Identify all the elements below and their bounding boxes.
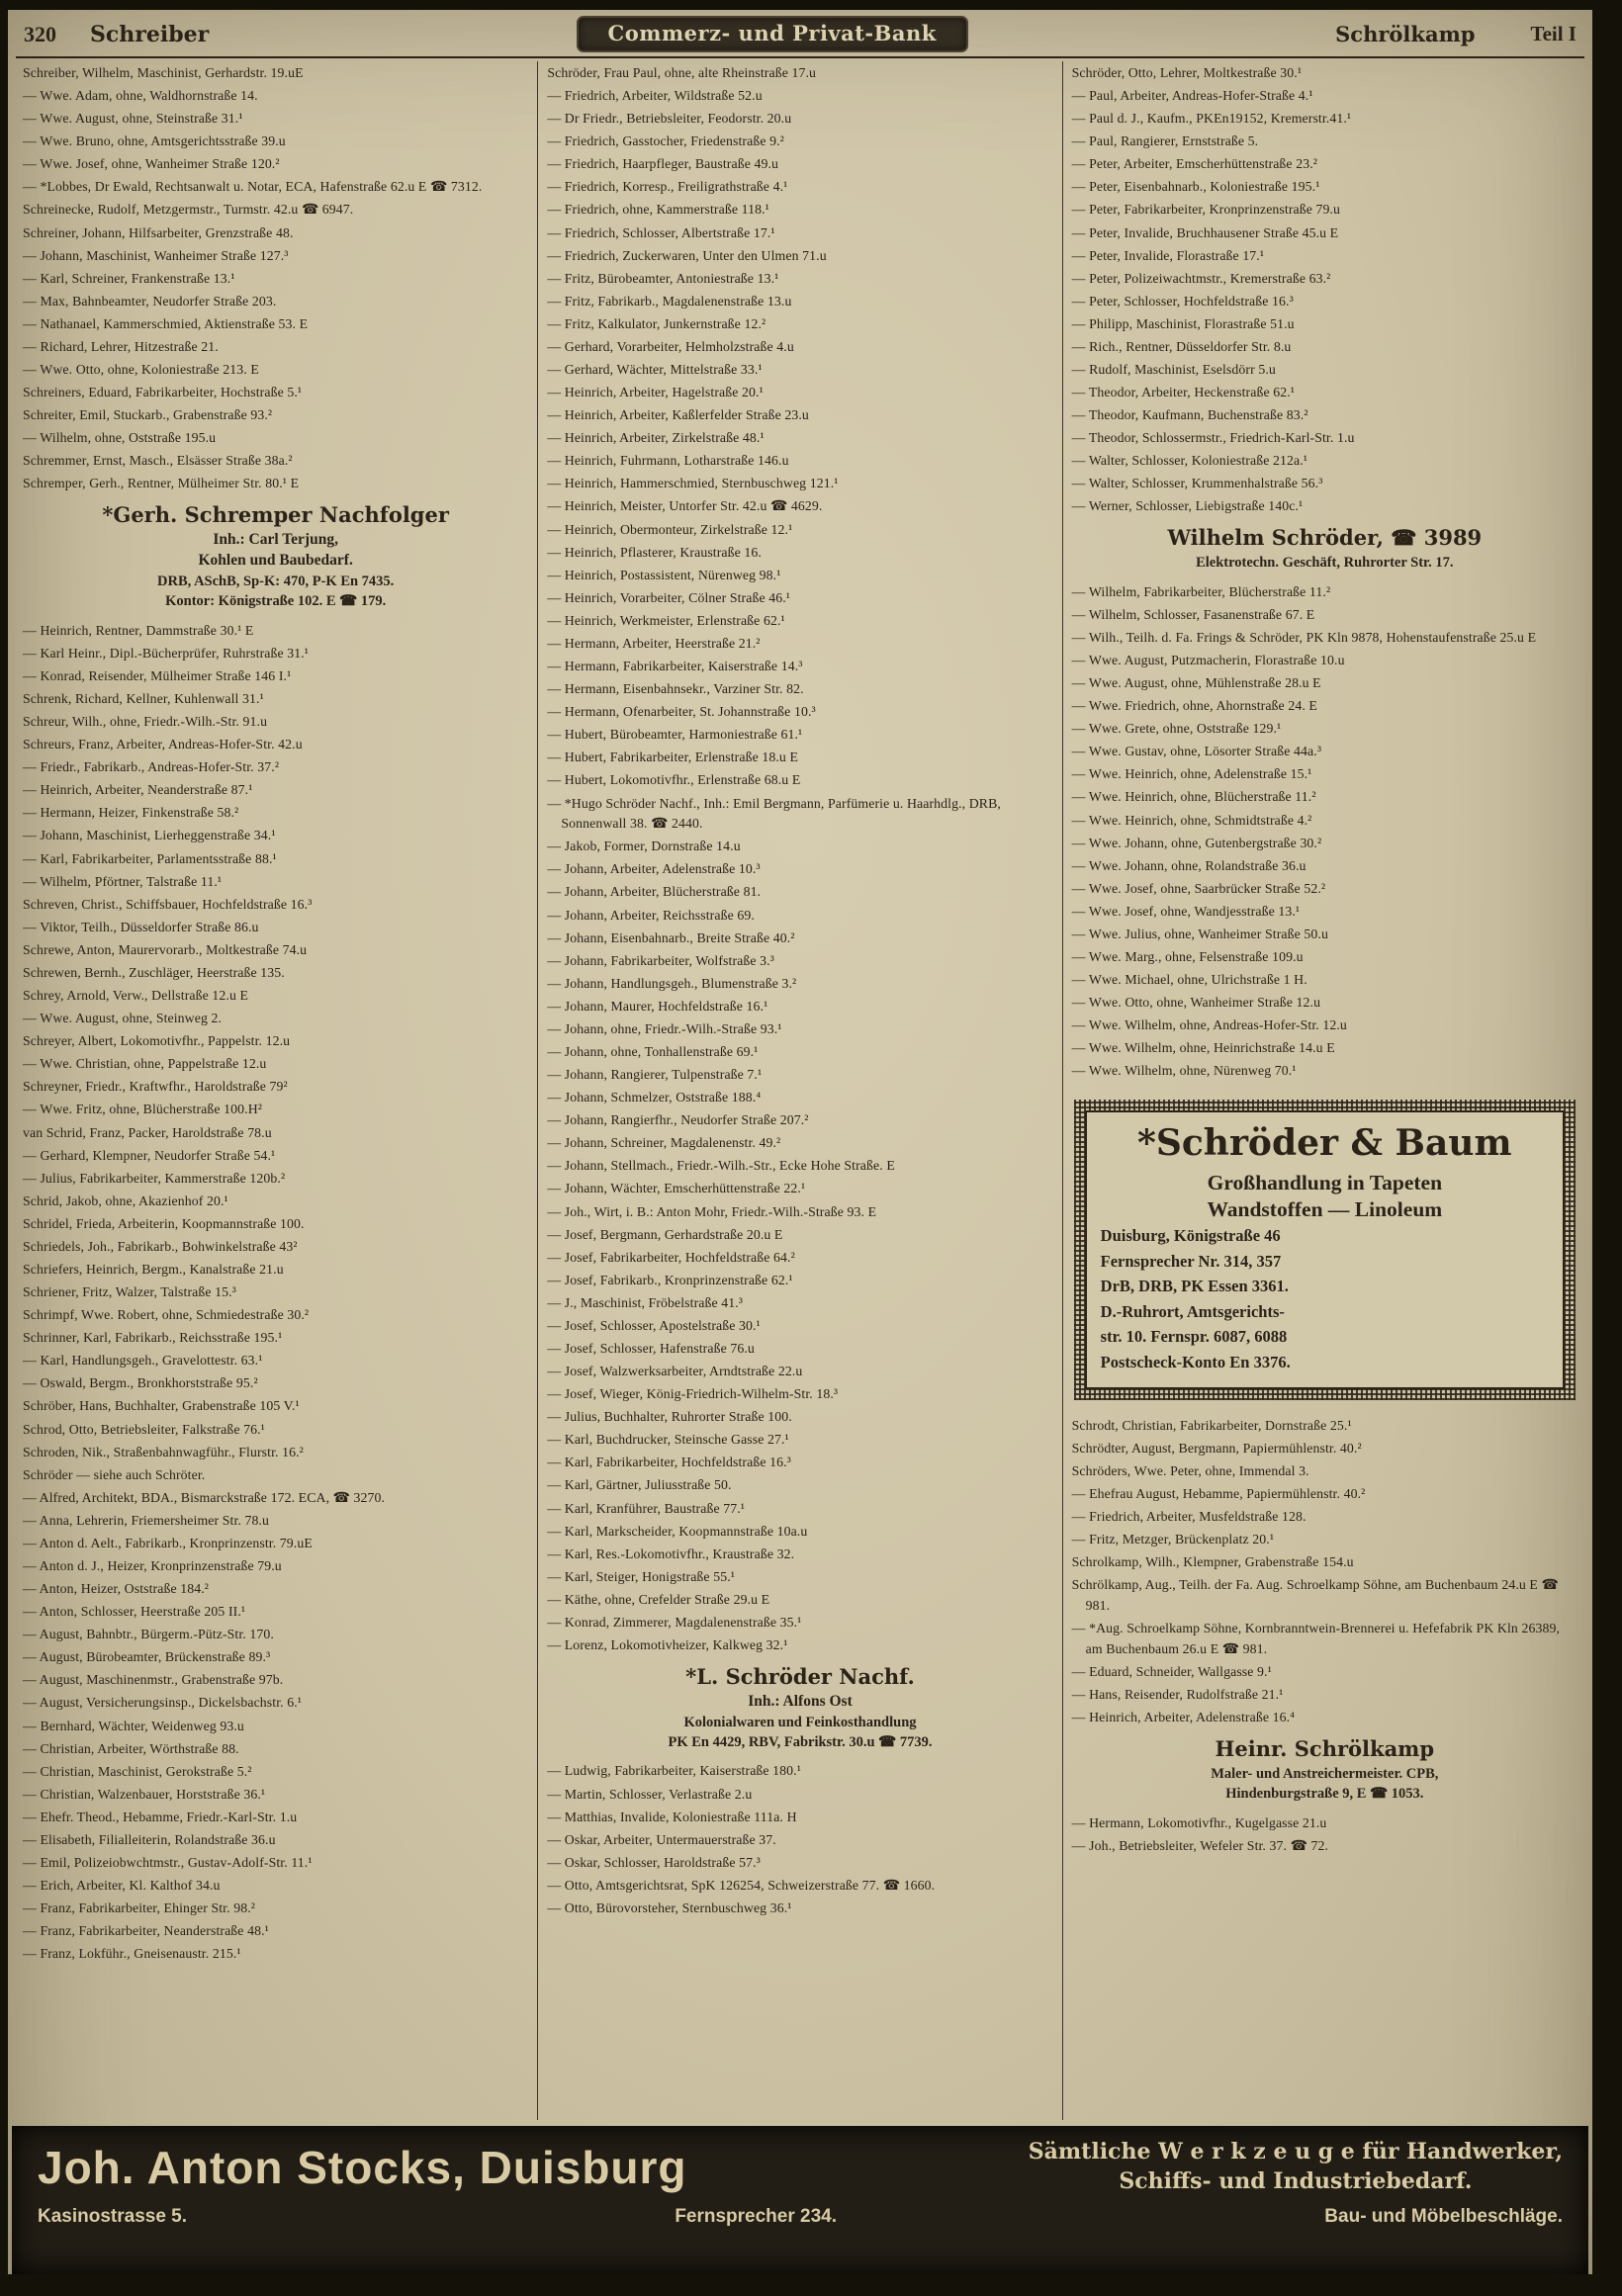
directory-entry: Schreiter, Emil, Stuckarb., Grabenstraße 93.² — [23, 407, 273, 423]
directory-entry: — Franz, Lokführ., Gneisenaustr. 215.¹ — [23, 1946, 241, 1962]
directory-entry: — Peter, Eisenbahnarb., Koloniestraße 195.¹ — [1071, 179, 1320, 195]
directory-entry: — Joh., Wirt, i. B.: Anton Mohr, Friedr.-Wilh.-Straße 93. E — [547, 1203, 877, 1219]
directory-entry: — Johann, Rangierer, Tulpenstraße 7.¹ — [547, 1067, 763, 1083]
directory-entry: — Oskar, Schlosser, Haroldstraße 57.³ — [547, 1854, 761, 1870]
directory-entry: Schrewe, Anton, Maurervorarb., Moltkestraße 74.u — [23, 941, 308, 957]
directory-entry: — Josef, Wieger, König-Friedrich-Wilhelm-Str. 18.³ — [547, 1386, 839, 1402]
directory-entry: — Peter, Invalide, Florastraße 17.¹ — [1071, 247, 1265, 263]
inline-ad — [1072, 525, 1577, 574]
directory-entry: — Wilhelm, Fabrikarbeiter, Blücherstraße 11.² — [1071, 583, 1331, 599]
directory-entry: — Wwe. Christian, ohne, Pappelstraße 12.u — [23, 1056, 267, 1072]
directory-entry: Schröder — siehe auch Schröter. — [23, 1466, 206, 1482]
directory-entry: Schriefers, Heinrich, Bergm., Kanalstraße 21.u — [23, 1261, 284, 1277]
directory-entry: — Hermann, Eisenbahnsekr., Varziner Str. 82. — [547, 681, 804, 697]
ad-line: Elektrotechn. Geschäft, Ruhrorter Str. 17. — [1196, 555, 1454, 572]
directory-entry: Schreiner, Johann, Hilfsarbeiter, Grenzstraße 48. — [23, 224, 294, 240]
directory-entry: — Elisabeth, Filialleiterin, Rolandstraße 36.u — [23, 1831, 276, 1847]
directory-entry: — Ehefrau August, Hebamme, Papiermühlenstr. 40.² — [1071, 1486, 1366, 1502]
ad-line: Wandstoffen — Linoleum — [1207, 1196, 1443, 1221]
directory-entry: — Hermann, Heizer, Finkenstraße 58.² — [23, 805, 239, 821]
directory-entry: — Anton, Heizer, Oststraße 184.² — [23, 1581, 210, 1597]
directory-entry: — Julius, Buchhalter, Ruhrorter Straße 100. — [547, 1409, 792, 1425]
directory-entry: — Matthias, Invalide, Koloniestraße 111a. H — [547, 1809, 797, 1824]
directory-entry: — Paul, Arbeiter, Andreas-Hofer-Straße 4.¹ — [1071, 88, 1313, 104]
ad-line: *Schröder & Baum — [1137, 1122, 1512, 1165]
directory-entry: — Wwe. Bruno, ohne, Amtsgerichtsstraße 39.u — [23, 133, 286, 149]
directory-entry: — Hermann, Arbeiter, Heerstraße 21.² — [547, 635, 761, 651]
header-keyword-right: Schrölkamp — [1335, 22, 1476, 46]
directory-entry: — Heinrich, Postassistent, Nürenweg 98.¹ — [547, 567, 781, 582]
directory-entry: — Heinrich, Arbeiter, Adelenstraße 16.⁴ — [1071, 1710, 1296, 1725]
bottom-ad-line3: Bau- und Möbelbeschläge. — [1324, 2206, 1563, 2228]
directory-entry: — *Aug. Schroelkamp Söhne, Kornbranntwein-Brennerei u. Hefefabrik PK Kln 26389, am Buchenbaum 26.u E ☎ 981. — [1071, 1621, 1561, 1656]
directory-entry: — Julius, Fabrikarbeiter, Kammerstraße 120b.² — [23, 1170, 286, 1186]
inline-ad — [547, 1664, 1052, 1753]
directory-entry: — Wwe. Josef, ohne, Wandjesstraße 13.¹ — [1071, 903, 1301, 919]
directory-entry: — Anton d. J., Heizer, Kronprinzenstraße 79.u — [23, 1557, 282, 1573]
directory-entry: — Wwe. Adam, ohne, Waldhornstraße 14. — [23, 88, 258, 104]
directory-entry: — Wwe. Johann, ohne, Gutenbergstraße 30.² — [1071, 835, 1322, 850]
directory-entry: — Wilhelm, Pförtner, Talstraße 11.¹ — [23, 873, 223, 889]
directory-entry: Schremper, Gerh., Rentner, Mülheimer Str. 80.¹ E — [23, 476, 300, 491]
directory-entry: — Fritz, Fabrikarb., Magdalenenstraße 13.u — [547, 293, 792, 309]
ad-line: Hindenburgstraße 9, E ☎ 1053. — [1225, 1786, 1424, 1803]
directory-entry: Schreiners, Eduard, Fabrikarbeiter, Hochstraße 5.¹ — [23, 385, 303, 400]
directory-entry: — Hermann, Lokomotivfhr., Kugelgasse 21.u — [1071, 1814, 1327, 1830]
directory-entry: — Peter, Arbeiter, Emscherhüttenstraße 23.² — [1071, 156, 1317, 172]
directory-entry: — Konrad, Reisender, Mülheimer Straße 146 I.¹ — [23, 667, 292, 683]
directory-entry: — Heinrich, Arbeiter, Neanderstraße 87.¹ — [23, 782, 253, 798]
directory-entry: — Emil, Polizeiobwchtmstr., Gustav-Adolf-Str. 11.¹ — [23, 1855, 313, 1870]
directory-entry: Schreyner, Friedr., Kraftwfhr., Haroldstraße 79² — [23, 1079, 288, 1095]
directory-entry: — Karl, Buchdrucker, Steinsche Gasse 27.¹ — [547, 1432, 789, 1448]
directory-entry: — Friedrich, Gasstocher, Friedenstraße 9.² — [547, 133, 784, 149]
directory-entry: — Oskar, Arbeiter, Untermauerstraße 37. — [547, 1831, 776, 1847]
directory-entry: Schrinner, Karl, Fabrikarb., Reichsstraße 195.¹ — [23, 1330, 283, 1346]
directory-entry: — Gerhard, Wächter, Mittelstraße 33.¹ — [547, 362, 763, 378]
directory-entry: — Gerhard, Klempner, Neudorfer Straße 54.¹ — [23, 1147, 276, 1163]
directory-entry: — Friedrich, Schlosser, Albertstraße 17.¹ — [547, 224, 775, 240]
directory-entry: — Wwe. Friedrich, ohne, Ahornstraße 24. E — [1071, 698, 1317, 714]
ad-line: *L. Schröder Nachf. — [685, 1663, 915, 1689]
directory-entry: — Richard, Lehrer, Hitzestraße 21. — [23, 338, 219, 354]
directory-entry: — August, Bürobeamter, Brückenstraße 89.³ — [23, 1649, 271, 1665]
directory-entry: — Bernhard, Wächter, Weidenweg 93.u — [23, 1718, 244, 1733]
directory-entry: — Christian, Walzenbauer, Horststraße 36.¹ — [23, 1786, 266, 1802]
directory-entry: — *Lobbes, Dr Ewald, Rechtsanwalt u. Notar, ECA, Hafenstraße 62.u E ☎ 7312. — [23, 179, 483, 195]
directory-entry: — Wwe. Marg., ohne, Felsenstraße 109.u — [1071, 948, 1304, 964]
directory-entry: — Eduard, Schneider, Wallgasse 9.¹ — [1071, 1664, 1272, 1679]
directory-entry: — Karl, Handlungsgeh., Gravelottestr. 63.¹ — [23, 1353, 263, 1369]
directory-entry: — Rich., Rentner, Düsseldorfer Str. 8.u — [1071, 338, 1292, 354]
directory-entry: — Josef, Walzwerksarbeiter, Arndtstraße 22.u — [547, 1364, 803, 1379]
directory-entry: — Wwe. Josef, ohne, Wanheimer Straße 120.² — [23, 156, 280, 172]
ad-line: PK En 4429, RBV, Fabrikstr. 30.u ☎ 7739. — [668, 1734, 933, 1751]
directory-entry: — Friedrich, Korresp., Freiligrathstraße 4.¹ — [547, 179, 788, 195]
ad-line: Inh.: Carl Terjung, — [213, 531, 338, 549]
directory-entry: — Wwe. Wilhelm, ohne, Nürenweg 70.¹ — [1071, 1063, 1297, 1079]
directory-entry: — Franz, Fabrikarbeiter, Ehinger Str. 98.² — [23, 1900, 255, 1916]
directory-entry: — Karl, Steiger, Honigstraße 55.¹ — [547, 1568, 735, 1584]
directory-entry: — August, Versicherungsinsp., Dickelsbachstr. 6.¹ — [23, 1695, 303, 1711]
directory-entry: — Rudolf, Maschinist, Eselsdörr 5.u — [1071, 362, 1276, 378]
directory-entry: — Josef, Fabrikarbeiter, Hochfeldstraße 64.² — [547, 1249, 795, 1265]
directory-entry: — Dr Friedr., Betriebsleiter, Feodorstr. 20.u — [547, 111, 792, 127]
directory-columns — [8, 58, 1592, 2120]
directory-entry: — Wwe. Heinrich, ohne, Adelenstraße 15.¹ — [1071, 766, 1312, 782]
directory-entry: — Lorenz, Lokomotivheizer, Kalkweg 32.¹ — [547, 1637, 788, 1652]
directory-entry: — Johann, Arbeiter, Reichsstraße 69. — [547, 907, 755, 923]
header-keyword-left: Schreiber — [90, 21, 210, 47]
directory-entry: — Karl, Res.-Lokomotivfhr., Kraustraße 32. — [547, 1545, 795, 1561]
directory-entry: — *Hugo Schröder Nachf., Inh.: Emil Bergmann, Parfümerie u. Haarhdlg., DRB, Sonnenwall 38. ☎ 2440. — [547, 795, 1001, 832]
directory-entry: — Josef, Bergmann, Gerhardstraße 20.u E — [547, 1226, 783, 1242]
directory-entry: — Wwe. August, ohne, Steinweg 2. — [23, 1011, 223, 1026]
directory-entry: — Wwe. Julius, ohne, Wanheimer Straße 50.u — [1071, 926, 1328, 941]
directory-entry: — Friedrich, ohne, Kammerstraße 118.¹ — [547, 202, 769, 218]
directory-entry: — Theodor, Schlossermstr., Friedrich-Karl-Str. 1.u — [1071, 430, 1355, 446]
directory-entry: Schriener, Fritz, Walzer, Talstraße 15.³ — [23, 1284, 236, 1300]
directory-entry: — Ehefr. Theod., Hebamme, Friedr.-Karl-Str. 1.u — [23, 1809, 298, 1824]
directory-entry: — August, Maschinenmstr., Grabenstraße 97b. — [23, 1672, 284, 1688]
directory-entry: — Heinrich, Vorarbeiter, Cölner Straße 46.¹ — [547, 589, 791, 605]
directory-entry: — Peter, Invalide, Bruchhausener Straße 45.u E — [1071, 224, 1339, 240]
inline-ad — [1072, 1736, 1577, 1805]
directory-entry: — Wwe. Wilhelm, ohne, Heinrichstraße 14.u E — [1071, 1040, 1335, 1056]
directory-entry: — Karl, Fabrikarbeiter, Parlamentsstraße 88.¹ — [23, 850, 277, 866]
directory-entry: — Wwe. Michael, ohne, Ulrichstraße 1 H. — [1071, 972, 1307, 988]
directory-entry: — Hans, Reisender, Rudolfstraße 21.¹ — [1071, 1687, 1284, 1703]
directory-entry: — Paul d. J., Kaufm., PKEn19152, Kremerstr.41.¹ — [1071, 111, 1352, 127]
ad-line: *Gerh. Schremper Nachfolger — [102, 502, 449, 528]
directory-entry: — Heinrich, Obermonteur, Zirkelstraße 12.¹ — [547, 521, 793, 537]
framed-ad-inner — [1085, 1110, 1565, 1389]
directory-entry: — Johann, Arbeiter, Adelenstraße 10.³ — [547, 861, 761, 877]
ad-line: D.-Ruhrort, Amtsgerichts- — [1100, 1301, 1285, 1321]
directory-entry: — Wwe. Gustav, ohne, Lösorter Straße 44a.³ — [1071, 744, 1322, 759]
directory-entry: — Werner, Schlosser, Liebigstraße 140c.¹ — [1071, 498, 1304, 514]
directory-entry: — Wwe. Heinrich, ohne, Blücherstraße 11.² — [1071, 789, 1316, 805]
directory-entry: — Johann, Schreiner, Magdalenenstr. 49.² — [547, 1135, 781, 1151]
ad-line: Kontor: Königstraße 102. E ☎ 179. — [165, 593, 387, 610]
directory-entry: — Fritz, Metzger, Brückenplatz 20.¹ — [1071, 1532, 1275, 1547]
directory-entry: — Heinrich, Rentner, Dammstraße 30.¹ E — [23, 622, 254, 638]
directory-entry: Schridel, Frieda, Arbeiterin, Koopmannstraße 100. — [23, 1215, 305, 1231]
directory-entry: Schrey, Arnold, Verw., Dellstraße 12.u E — [23, 988, 249, 1004]
directory-entry: — Wwe. Fritz, ohne, Blücherstraße 100.H² — [23, 1102, 262, 1117]
directory-entry: — Johann, Wächter, Emscherhüttenstraße 22.¹ — [547, 1181, 806, 1196]
ad-line: Fernsprecher Nr. 314, 357 — [1100, 1251, 1282, 1271]
directory-entry: Schröder, Frau Paul, ohne, alte Rheinstraße 17.u — [547, 65, 817, 80]
directory-entry: — Wwe. Otto, ohne, Wanheimer Straße 12.u — [1071, 995, 1321, 1011]
directory-entry: — Karl, Schreiner, Frankenstraße 13.¹ — [23, 270, 235, 286]
directory-entry: — Anton d. Aelt., Fabrikarb., Kronprinzenstr. 79.uE — [23, 1535, 313, 1550]
directory-entry: — Heinrich, Meister, Untorfer Str. 42.u ☎ 4629. — [547, 498, 823, 514]
directory-entry: — Wwe. Otto, ohne, Koloniestraße 213. E — [23, 362, 259, 378]
directory-entry: Schröder, Otto, Lehrer, Moltkestraße 30.¹ — [1071, 65, 1303, 80]
directory-entry: — Karl, Gärtner, Juliusstraße 50. — [547, 1477, 732, 1493]
directory-entry: — Johann, Handlungsgeh., Blumenstraße 3.² — [547, 975, 797, 991]
page-number: 320 — [24, 21, 56, 46]
directory-entry: — Theodor, Kaufmann, Buchenstraße 83.² — [1071, 407, 1308, 423]
directory-entry: — Paul, Rangierer, Ernststraße 5. — [1071, 133, 1259, 149]
directory-entry: — Hubert, Bürobeamter, Harmoniestraße 61.¹ — [547, 727, 803, 743]
directory-entry: — Anna, Lehrerin, Friemersheimer Str. 78.u — [23, 1512, 270, 1528]
directory-entry: — Johann, Schmelzer, Oststraße 188.⁴ — [547, 1090, 762, 1105]
directory-entry: — Viktor, Teilh., Düsseldorfer Straße 86.u — [23, 919, 259, 934]
directory-entry: — Gerhard, Vorarbeiter, Helmholzstraße 4.u — [547, 338, 794, 354]
directory-entry: — Heinrich, Pflasterer, Kraustraße 16. — [547, 544, 762, 560]
directory-entry: — Heinrich, Arbeiter, Kaßlerfelder Straße 23.u — [547, 407, 809, 423]
directory-entry: — Philipp, Maschinist, Florastraße 51.u — [1071, 315, 1295, 331]
directory-entry: — Johann, Maurer, Hochfeldstraße 16.¹ — [547, 998, 768, 1014]
directory-entry: — Jakob, Former, Dornstraße 14.u — [547, 839, 741, 854]
column-2 — [537, 61, 1061, 2120]
directory-entry: — Wilhelm, ohne, Oststraße 195.u — [23, 430, 217, 446]
directory-entry: — Fritz, Bürobeamter, Antoniestraße 13.¹ — [547, 270, 779, 286]
directory-entry: — Otto, Amtsgerichtsrat, SpK 126254, Schweizerstraße 77. ☎ 1660. — [547, 1877, 936, 1893]
directory-entry: Schröders, Wwe. Peter, ohne, Immendal 3. — [1071, 1463, 1309, 1479]
directory-entry: — Nathanael, Kammerschmied, Aktienstraße 53. E — [23, 315, 309, 331]
directory-entry: Schreyer, Albert, Lokomotivfhr., Pappelstr. 12.u — [23, 1033, 291, 1049]
directory-entry: Schrölkamp, Aug., Teilh. der Fa. Aug. Schroelkamp Söhne, am Buchenbaum 24.u E ☎ 981. — [1071, 1577, 1559, 1614]
directory-entry: — Christian, Arbeiter, Wörthstraße 88. — [23, 1740, 239, 1756]
directory-entry: — Johann, Fabrikarbeiter, Wolfstraße 3.³ — [547, 952, 774, 968]
directory-entry: — Erich, Arbeiter, Kl. Kalthof 34.u — [23, 1878, 221, 1894]
directory-entry: — Hermann, Ofenarbeiter, St. Johannstraße 10.³ — [547, 704, 816, 720]
directory-entry: — Käthe, ohne, Crefelder Straße 29.u E — [547, 1591, 770, 1607]
directory-entry: Schrid, Jakob, ohne, Akazienhof 20.¹ — [23, 1192, 228, 1208]
directory-entry: — Peter, Fabrikarbeiter, Kronprinzenstraße 79.u — [1071, 202, 1341, 218]
bottom-ad-line1: Sämtliche W e r k z e u g e für Handwerker, — [1028, 2139, 1563, 2164]
directory-entry: Schrodt, Christian, Fabrikarbeiter, Dornstraße 25.¹ — [1071, 1417, 1352, 1433]
ad-line: Maler- und Anstreichermeister. CPB, — [1211, 1766, 1439, 1783]
directory-entry: — Martin, Schlosser, Verlastraße 2.u — [547, 1786, 753, 1802]
directory-entry: — Johann, Eisenbahnarb., Breite Straße 40.² — [547, 929, 795, 945]
directory-entry: — Heinrich, Hammerschmied, Sternbuschweg 121.¹ — [547, 476, 839, 491]
ad-line: str. 10. Fernspr. 6087, 6088 — [1100, 1327, 1288, 1347]
directory-entry: Schrenk, Richard, Kellner, Kuhlenwall 31.¹ — [23, 691, 264, 707]
ad-line: Kohlen und Baubedarf. — [198, 552, 353, 570]
header-part-label: Teil I — [1530, 22, 1577, 45]
directory-entry: — Wwe. Josef, ohne, Saarbrücker Straße 52.² — [1071, 880, 1326, 896]
directory-entry: — Wwe. Heinrich, ohne, Schmidtstraße 4.² — [1071, 812, 1312, 828]
directory-entry: — Johann, Stellmach., Friedr.-Wilh.-Str., Ecke Hohe Straße. E — [547, 1158, 895, 1174]
directory-entry: — Hubert, Fabrikarbeiter, Erlenstraße 18.u E — [547, 750, 798, 765]
directory-entry: — Johann, Rangierfhr., Neudorfer Straße 207.² — [547, 1112, 809, 1128]
directory-entry: Schreiber, Wilhelm, Maschinist, Gerhardstr. 19.uE — [23, 65, 304, 80]
directory-entry: — August, Bahnbtr., Bürgerm.-Pütz-Str. 170. — [23, 1627, 274, 1642]
directory-entry: — Karl, Kranführer, Baustraße 77.¹ — [547, 1500, 746, 1516]
directory-entry: — Wwe. Wilhelm, ohne, Andreas-Hofer-Str. 12.u — [1071, 1017, 1347, 1033]
directory-entry: — Wwe. August, Putzmacherin, Florastraße 10.u — [1071, 652, 1345, 667]
paper-area — [8, 10, 1592, 2274]
directory-entry: — Walter, Schlosser, Koloniestraße 212a.¹ — [1071, 453, 1307, 469]
ad-line: Inh.: Alfons Ost — [748, 1692, 853, 1710]
directory-entry: — Karl, Fabrikarbeiter, Hochfeldstraße 16.³ — [547, 1455, 791, 1470]
directory-entry: Schrolkamp, Wilh., Klempner, Grabenstraße 154.u — [1071, 1554, 1354, 1570]
directory-entry: van Schrid, Franz, Packer, Haroldstraße 78.u — [23, 1124, 272, 1140]
directory-entry: — Heinrich, Arbeiter, Hagelstraße 20.¹ — [547, 385, 764, 400]
column-1 — [14, 61, 537, 2120]
ad-line: DrB, DRB, PK Essen 3361. — [1100, 1277, 1289, 1296]
directory-entry: — Alfred, Architekt, BDA., Bismarckstraße 172. ECA, ☎ 3270. — [23, 1489, 386, 1505]
header-bank-banner: Commerz- und Privat-Bank — [579, 18, 966, 50]
directory-entry: — Heinrich, Fuhrmann, Lotharstraße 146.u — [547, 453, 789, 469]
directory-entry: — Johann, ohne, Friedr.-Wilh.-Straße 93.¹ — [547, 1020, 782, 1036]
directory-entry: — Hermann, Fabrikarbeiter, Kaiserstraße 14.³ — [547, 659, 803, 674]
directory-entry: — Karl, Markscheider, Koopmannstraße 10a.u — [547, 1523, 808, 1539]
bottom-ad-line2: Schiffs- und Industriebedarf. — [1119, 2167, 1473, 2194]
directory-entry: — Johann, Maschinist, Lierheggenstraße 34.¹ — [23, 828, 276, 843]
directory-entry: Schrewen, Bernh., Zuschläger, Heerstraße 135. — [23, 964, 285, 980]
directory-entry: — Fritz, Kalkulator, Junkernstraße 12.² — [547, 315, 766, 331]
directory-entry: — Heinrich, Werkmeister, Erlenstraße 62.¹ — [547, 612, 785, 628]
directory-entry: — Wwe. August, ohne, Mühlenstraße 28.u E — [1071, 675, 1321, 691]
directory-entry: — Walter, Schlosser, Krummenhalstraße 56.³ — [1071, 476, 1323, 491]
inline-ad — [23, 502, 528, 612]
directory-entry: Schrödter, August, Bergmann, Papiermühlenstr. 40.² — [1071, 1441, 1362, 1456]
directory-entry: — Hubert, Lokomotivfhr., Erlenstraße 68.u E — [547, 772, 801, 788]
directory-entry: Schreven, Christ., Schiffsbauer, Hochfeldstraße 16.³ — [23, 896, 313, 912]
directory-entry: — Otto, Bürovorsteher, Sternbuschweg 36.¹ — [547, 1899, 792, 1915]
directory-entry: — Wilh., Teilh. d. Fa. Frings & Schröder, PK Kln 9878, Hohenstaufenstraße 25.u E — [1071, 629, 1537, 645]
directory-entry: Schrod, Otto, Betriebsleiter, Falkstraße 76.¹ — [23, 1421, 265, 1437]
directory-entry: — Johann, Arbeiter, Blücherstraße 81. — [547, 884, 762, 900]
directory-entry: Schroden, Nik., Straßenbahnwagführ., Flurstr. 16.² — [23, 1444, 304, 1459]
bottom-ad-banner — [12, 2126, 1588, 2274]
directory-entry: Schremmer, Ernst, Masch., Elsässer Straße 38a.² — [23, 453, 293, 469]
directory-entry: — Karl Heinr., Dipl.-Bücherprüfer, Ruhrstraße 31.¹ — [23, 645, 310, 661]
framed-ad — [1074, 1100, 1576, 1400]
directory-entry: Schriedels, Joh., Fabrikarb., Bohwinkelstraße 43² — [23, 1238, 298, 1254]
directory-entry: — Friedrich, Arbeiter, Wildstraße 52.u — [547, 88, 763, 104]
ad-line: DRB, ASchB, Sp-K: 470, P-K En 7435. — [157, 574, 395, 590]
bottom-ad-company: Joh. Anton Stocks, Duisburg — [38, 2142, 687, 2193]
ad-line: Kolonialwaren und Feinkosthandlung — [683, 1714, 917, 1730]
ad-line: Wilhelm Schröder, ☎ 3989 — [1167, 525, 1483, 551]
directory-entry: — Josef, Schlosser, Apostelstraße 30.¹ — [547, 1317, 761, 1333]
bottom-ad-phone: Fernsprecher 234. — [675, 2206, 838, 2228]
directory-entry: — Heinrich, Arbeiter, Zirkelstraße 48.¹ — [547, 430, 765, 446]
directory-entry: — Oswald, Bergm., Bronkhorststraße 95.² — [23, 1375, 258, 1391]
column-3 — [1062, 61, 1586, 2120]
directory-entry: — Max, Bahnbeamter, Neudorfer Straße 203. — [23, 293, 277, 309]
ad-line: Duisburg, Königstraße 46 — [1100, 1226, 1281, 1246]
directory-entry: Schröber, Hans, Buchhalter, Grabenstraße 105 V.¹ — [23, 1398, 300, 1414]
directory-entry: Schrimpf, Wwe. Robert, ohne, Schmiedestraße 30.² — [23, 1307, 310, 1323]
ad-line: Großhandlung in Tapeten — [1207, 1170, 1443, 1194]
directory-entry: — Wwe. Grete, ohne, Oststraße 129.¹ — [1071, 721, 1282, 737]
directory-entry: — Peter, Schlosser, Hochfeldstraße 16.³ — [1071, 293, 1294, 309]
directory-entry: — Franz, Fabrikarbeiter, Neanderstraße 48.¹ — [23, 1923, 269, 1939]
directory-entry: — Theodor, Arbeiter, Heckenstraße 62.¹ — [1071, 385, 1295, 400]
directory-entry: — Wwe. August, ohne, Steinstraße 31.¹ — [23, 111, 243, 127]
directory-entry: — Friedrich, Arbeiter, Musfeldstraße 128. — [1071, 1509, 1307, 1525]
directory-entry: — Friedrich, Zuckerwaren, Unter den Ulmen 71.u — [547, 247, 827, 263]
directory-entry: — Wwe. Johann, ohne, Rolandstraße 36.u — [1071, 857, 1307, 873]
directory-entry: — Konrad, Zimmerer, Magdalenenstraße 35.¹ — [547, 1614, 802, 1630]
bottom-ad-address: Kasinostrasse 5. — [38, 2206, 188, 2228]
directory-entry: — Wilhelm, Schlosser, Fasanenstraße 67. E — [1071, 606, 1315, 622]
directory-entry: — Johann, ohne, Tonhallenstraße 69.¹ — [547, 1043, 759, 1059]
ad-line: Heinr. Schrölkamp — [1215, 1735, 1435, 1761]
directory-entry: — Friedr., Fabrikarb., Andreas-Hofer-Str. 37.² — [23, 759, 280, 775]
bottom-ad-tagline — [1029, 2138, 1563, 2196]
page-header — [8, 10, 1592, 54]
directory-entry: — Christian, Maschinist, Gerokstraße 5.² — [23, 1763, 252, 1779]
directory-entry: — Ludwig, Fabrikarbeiter, Kaiserstraße 180.¹ — [547, 1763, 801, 1779]
directory-entry: — Peter, Polizeiwachtmstr., Kremerstraße 63.² — [1071, 270, 1331, 286]
directory-entry: — Joh., Betriebsleiter, Wefeler Str. 37. ☎ 72. — [1071, 1837, 1329, 1853]
directory-entry: — Josef, Fabrikarb., Kronprinzenstraße 62.¹ — [547, 1272, 793, 1287]
directory-entry: Schreur, Wilh., ohne, Friedr.-Wilh.-Str. 91.u — [23, 714, 268, 730]
directory-entry: Schreurs, Franz, Arbeiter, Andreas-Hofer-Str. 42.u — [23, 737, 303, 752]
directory-entry: — Josef, Schlosser, Hafenstraße 76.u — [547, 1340, 755, 1356]
directory-entry: Schreinecke, Rudolf, Metzgermstr., Turmstr. 42.u ☎ 6947. — [23, 202, 354, 218]
directory-entry: — J., Maschinist, Fröbelstraße 41.³ — [547, 1294, 744, 1310]
ad-line: Postscheck-Konto En 3376. — [1100, 1352, 1291, 1371]
directory-entry: — Anton, Schlosser, Heerstraße 205 II.¹ — [23, 1604, 246, 1620]
directory-entry: — Johann, Maschinist, Wanheimer Straße 127.³ — [23, 247, 289, 263]
directory-entry: — Friedrich, Haarpfleger, Baustraße 49.u — [547, 156, 779, 172]
